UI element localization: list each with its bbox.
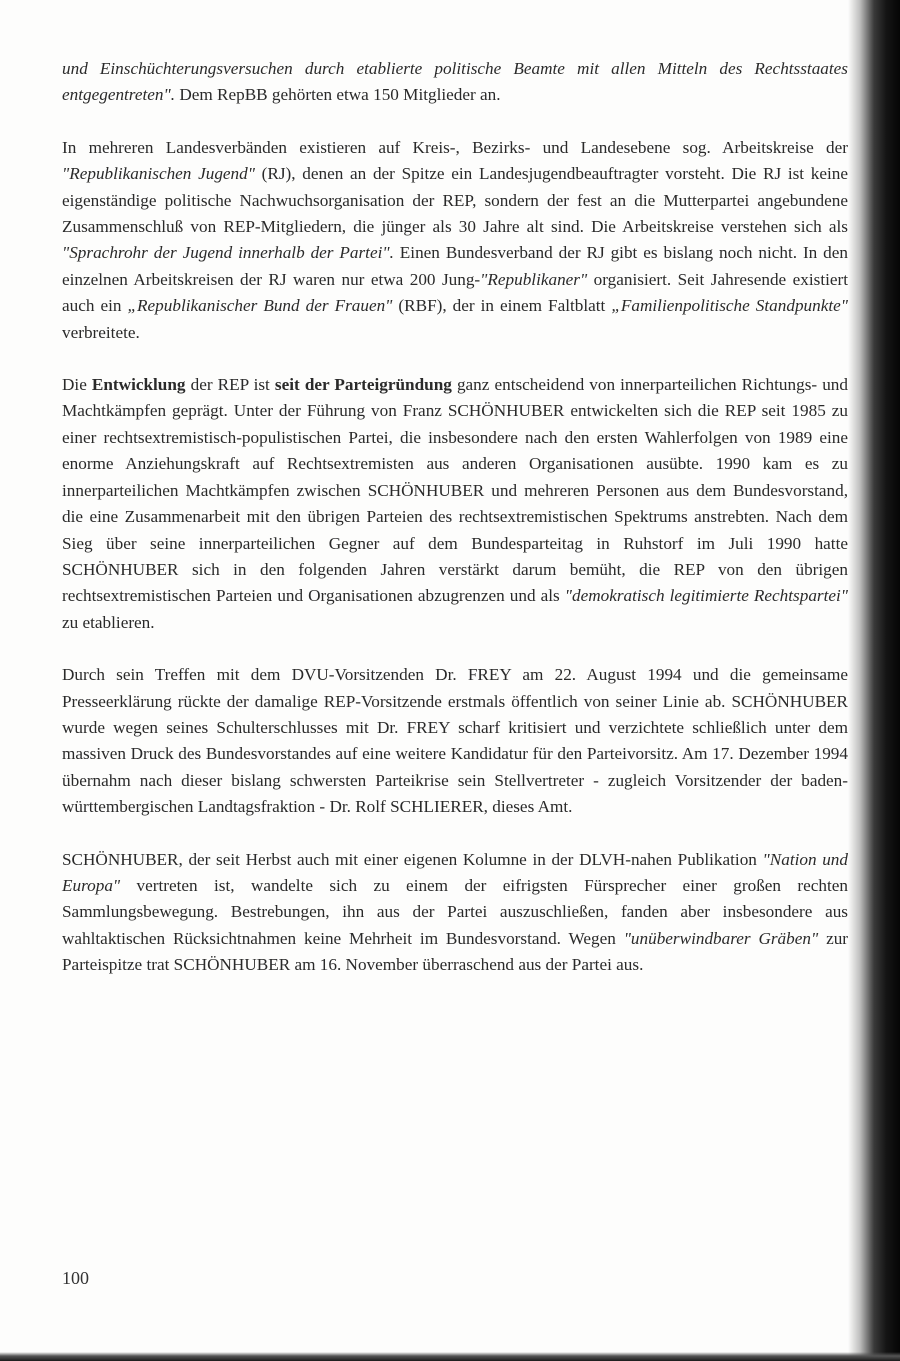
paragraph bbox=[62, 372, 848, 636]
text-segment: „Familienpolitische Standpunkte" bbox=[611, 296, 848, 316]
bottom-page-edge bbox=[0, 1352, 900, 1361]
text-segment: Entwicklung bbox=[91, 375, 186, 395]
text-segment: "demokratisch legitimierte Rechtspartei" bbox=[564, 586, 849, 606]
text-segment: zu etablieren. bbox=[62, 612, 155, 632]
text-segment: „Republikanischer Bund der Frauen" bbox=[127, 296, 393, 316]
text-segment: "Nation und Europa" bbox=[62, 849, 848, 895]
text-segment: "Republikanischen Jugend" bbox=[62, 164, 255, 184]
paragraph bbox=[62, 56, 848, 109]
text-segment: seit der Parteigründung bbox=[274, 375, 452, 395]
text-segment: ganz entscheidend von innerparteilichen Richtungs- und Machtkämpfen geprägt. Unter der Führung von Franz SCHÖNHUBER entwickelten sich die REP seit 1985 zu einer rechtsextremistisch-populistischen Partei, die insbesondere nach den ersten Wahlerfolgen von 1989 eine enorme Anziehungskraft auf Rechtsextremisten aus anderen Organisationen ausübte. 1990 kam es zu innerparteilichen Machtkämpfen zwischen SCHÖNHUBER und mehreren Personen aus dem Bundesvorstand, die eine Zusammenarbeit mit den übrigen Parteien des rechtsextremistischen Spektrums anstrebten. Nach dem Sieg über seine innerparteilichen Gegner auf dem Bundesparteitag in Ruhstorf im Juli 1990 hatte SCHÖNHUBER sich in den folgenden Jahren verstärkt darum bemüht, die REP von den übrigen rechtsextremistischen Parteien und Organisationen abzugrenzen und als bbox=[62, 375, 848, 606]
text-segment: Einen Bundesverband der RJ gibt es bislang noch nicht. In den einzelnen Arbeitskreisen der RJ waren nur etwa 200 Jung- bbox=[62, 243, 848, 289]
text-segment: verbreitete. bbox=[62, 322, 140, 342]
text-segment: "Republikaner" bbox=[480, 269, 588, 289]
text-segment: In mehreren Landesverbänden existieren auf Kreis-, Bezirks- und Landesebene sog. Arbeitskreise der bbox=[62, 137, 848, 157]
text-segment: organisiert. Seit Jahresende existiert auch ein bbox=[62, 269, 848, 316]
text-segment: Durch sein Treffen mit dem DVU-Vorsitzenden Dr. FREY am 22. August 1994 und die gemeinsame Presseerklärung rückte der damalige REP-Vorsitzende erstmals öffentlich von seiner Linie ab. SCHÖNHUBER wurde wegen seines Schulterschlusses mit Dr. FREY scharf kritisiert und verzichtete schließlich unter dem massiven Druck des Bundesvorstandes auf eine weitere Kandidatur für den Parteivorsitz. Am 17. Dezember 1994 übernahm nach dieser bislang schwersten Parteikrise sein Stellvertreter - zugleich Vorsitzender der baden-württembergischen Landtagsfraktion - Dr. Rolf SCHLIERER, dieses Amt. bbox=[62, 665, 848, 817]
paragraph bbox=[62, 847, 848, 979]
text-segment: zur Parteispitze trat SCHÖNHUBER am 16. November überraschend aus der Partei aus. bbox=[62, 928, 849, 975]
text-segment: SCHÖNHUBER, der seit Herbst auch mit einer eigenen Kolumne in der DLVH-nahen Publikation bbox=[62, 849, 763, 869]
text-segment: Dem RepBB gehörten etwa 150 Mitglieder an. bbox=[175, 85, 501, 105]
binding-gutter bbox=[848, 0, 900, 1361]
paragraph bbox=[62, 135, 848, 346]
text-segment: vertreten ist, wandelte sich zu einem der eifrigsten Fürsprecher einer großen rechten Sammlungsbewegung. Bestrebungen, ihn aus der Partei auszuschließen, fanden aber insbesondere aus wahltaktischen Rücksichtnahmen keine Mehrheit im Bundesvorstand. Wegen bbox=[62, 875, 848, 948]
text-segment: der REP ist bbox=[185, 375, 275, 395]
text-segment: "Sprachrohr der Jugend innerhalb der Partei". bbox=[62, 243, 394, 263]
text-segment: Die bbox=[62, 375, 92, 395]
page-number: 100 bbox=[62, 1268, 89, 1288]
text-segment: (RJ), denen an der Spitze ein Landesjugendbeauftragter vorsteht. Die RJ ist keine eigenständige politische Nachwuchsorganisation der REP, sondern der fest an die Mutterpartei angebundene Zusammenschluß von REP-Mitgliedern, die jünger als 30 Jahre alt sind. Die Arbeitskreise verstehen sich als bbox=[62, 164, 848, 237]
text-segment: "unüberwindbarer Gräben" bbox=[623, 928, 819, 948]
text-segment: und Einschüchterungsversuchen durch etablierte politische Beamte mit allen Mitteln des Rechtsstaates entgegentreten". bbox=[62, 59, 848, 105]
text-segment: (RBF), der in einem Faltblatt bbox=[392, 296, 612, 316]
paragraph bbox=[62, 662, 848, 820]
body-text bbox=[62, 56, 848, 1005]
